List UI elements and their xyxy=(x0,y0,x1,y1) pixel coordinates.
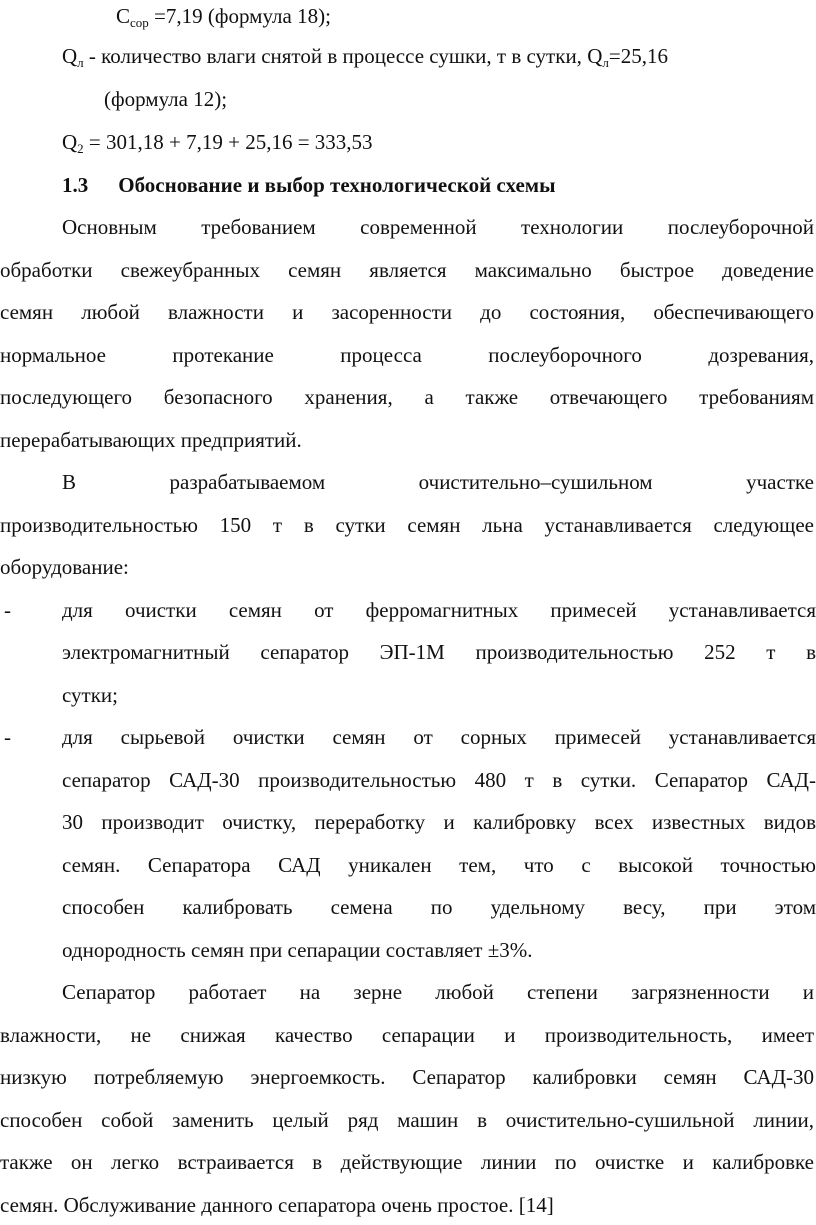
paragraph-line: перерабатывающих предприятий. xyxy=(0,428,302,452)
formula-text: =7,19 (формула 18); xyxy=(148,4,331,28)
formula-symbol: Q xyxy=(62,44,78,68)
word: участке xyxy=(746,470,814,494)
paragraph-line: нормальное протекание процесса послеуборочного дозревания, xyxy=(0,343,814,367)
list-item-line: способен калибровать семена по удельному весу, при этом xyxy=(62,895,816,919)
paragraph-line: Сепаратор работает на зерне любой степени загрязненности и xyxy=(62,980,814,1004)
list-item-line: для очистки семян от ферромагнитных примесей устанавливается xyxy=(62,598,816,622)
list-item-line: сепаратор САД-30 производительностью 480 т в сутки. Сепаратор САД- xyxy=(62,768,816,792)
formula-text: = 301,18 + 7,19 + 25,16 = 333,53 xyxy=(83,130,373,154)
list-dash: - xyxy=(4,598,11,622)
word: В xyxy=(62,470,77,494)
paragraph-line: низкую потребляемую энергоемкость. Сепаратор калибровки семян САД-30 xyxy=(0,1065,814,1089)
list-dash: - xyxy=(4,725,11,749)
formula-subscript: л xyxy=(602,55,609,70)
section-title: Обоснование и выбор технологической схемы xyxy=(118,173,556,197)
formula-symbol: С xyxy=(116,4,131,28)
list-item-line: электромагнитный сепаратор ЭП-1М производительностью 252 т в xyxy=(62,640,816,664)
paragraph-line: обработки свежеубранных семян является максимально быстрое доведение xyxy=(0,258,814,282)
section-number: 1.3 xyxy=(62,173,89,197)
list-item-line: однородность семян при сепарации составляет ±3%. xyxy=(62,938,533,962)
paragraph-line: семян любой влажности и засоренности до состояния, обеспечивающего xyxy=(0,300,814,324)
paragraph-line: Основным требованием современной технологии послеуборочной xyxy=(62,215,814,239)
formula-subscript: л xyxy=(77,55,84,70)
formula-text: - количество влаги снятой в процессе сушки, т в сутки, xyxy=(83,44,588,68)
list-item-line: для сырьевой очистки семян от сорных примесей устанавливается xyxy=(62,725,816,749)
formula-symbol: Q xyxy=(587,44,603,68)
list-item-line: сутки; xyxy=(62,683,118,707)
list-item-line: 30 производит очистку, переработку и калибровку всех известных видов xyxy=(62,810,816,834)
paragraph-line: производительностью 150 т в сутки семян льна устанавливается следующее xyxy=(0,513,814,537)
paragraph-line: семян. Обслуживание данного сепаратора очень простое. [14] xyxy=(0,1193,554,1217)
paragraph-line: последующего безопасного хранения, а также отвечающего требованиям xyxy=(0,385,814,409)
paragraph-line: способен собой заменить целый ряд машин в очистительно-сушильной линии, xyxy=(0,1108,814,1132)
formula-symbol: Q xyxy=(62,130,78,154)
formula-q-l xyxy=(62,44,802,68)
word: разрабатываемом xyxy=(169,470,326,494)
word: очистительно–сушильном xyxy=(418,470,653,494)
paragraph-line: также он легко встраивается в действующие линии по очистке и калибровке xyxy=(0,1150,814,1174)
paragraph-line xyxy=(62,470,814,494)
list-item-line: семян. Сепаратора САД уникален тем, что с высокой точностью xyxy=(62,853,816,877)
formula-q-l-reference: (формула 12); xyxy=(104,87,228,111)
formula-c-sor xyxy=(116,4,516,28)
formula-q2 xyxy=(62,130,562,154)
section-heading xyxy=(62,173,762,197)
paragraph-line: оборудование: xyxy=(0,555,129,579)
formula-text: =25,16 xyxy=(608,44,668,68)
formula-subscript: 2 xyxy=(77,141,84,156)
paragraph-line: влажности, не снижая качество сепарации и производительность, имеет xyxy=(0,1023,814,1047)
formula-subscript: сор xyxy=(130,15,149,30)
